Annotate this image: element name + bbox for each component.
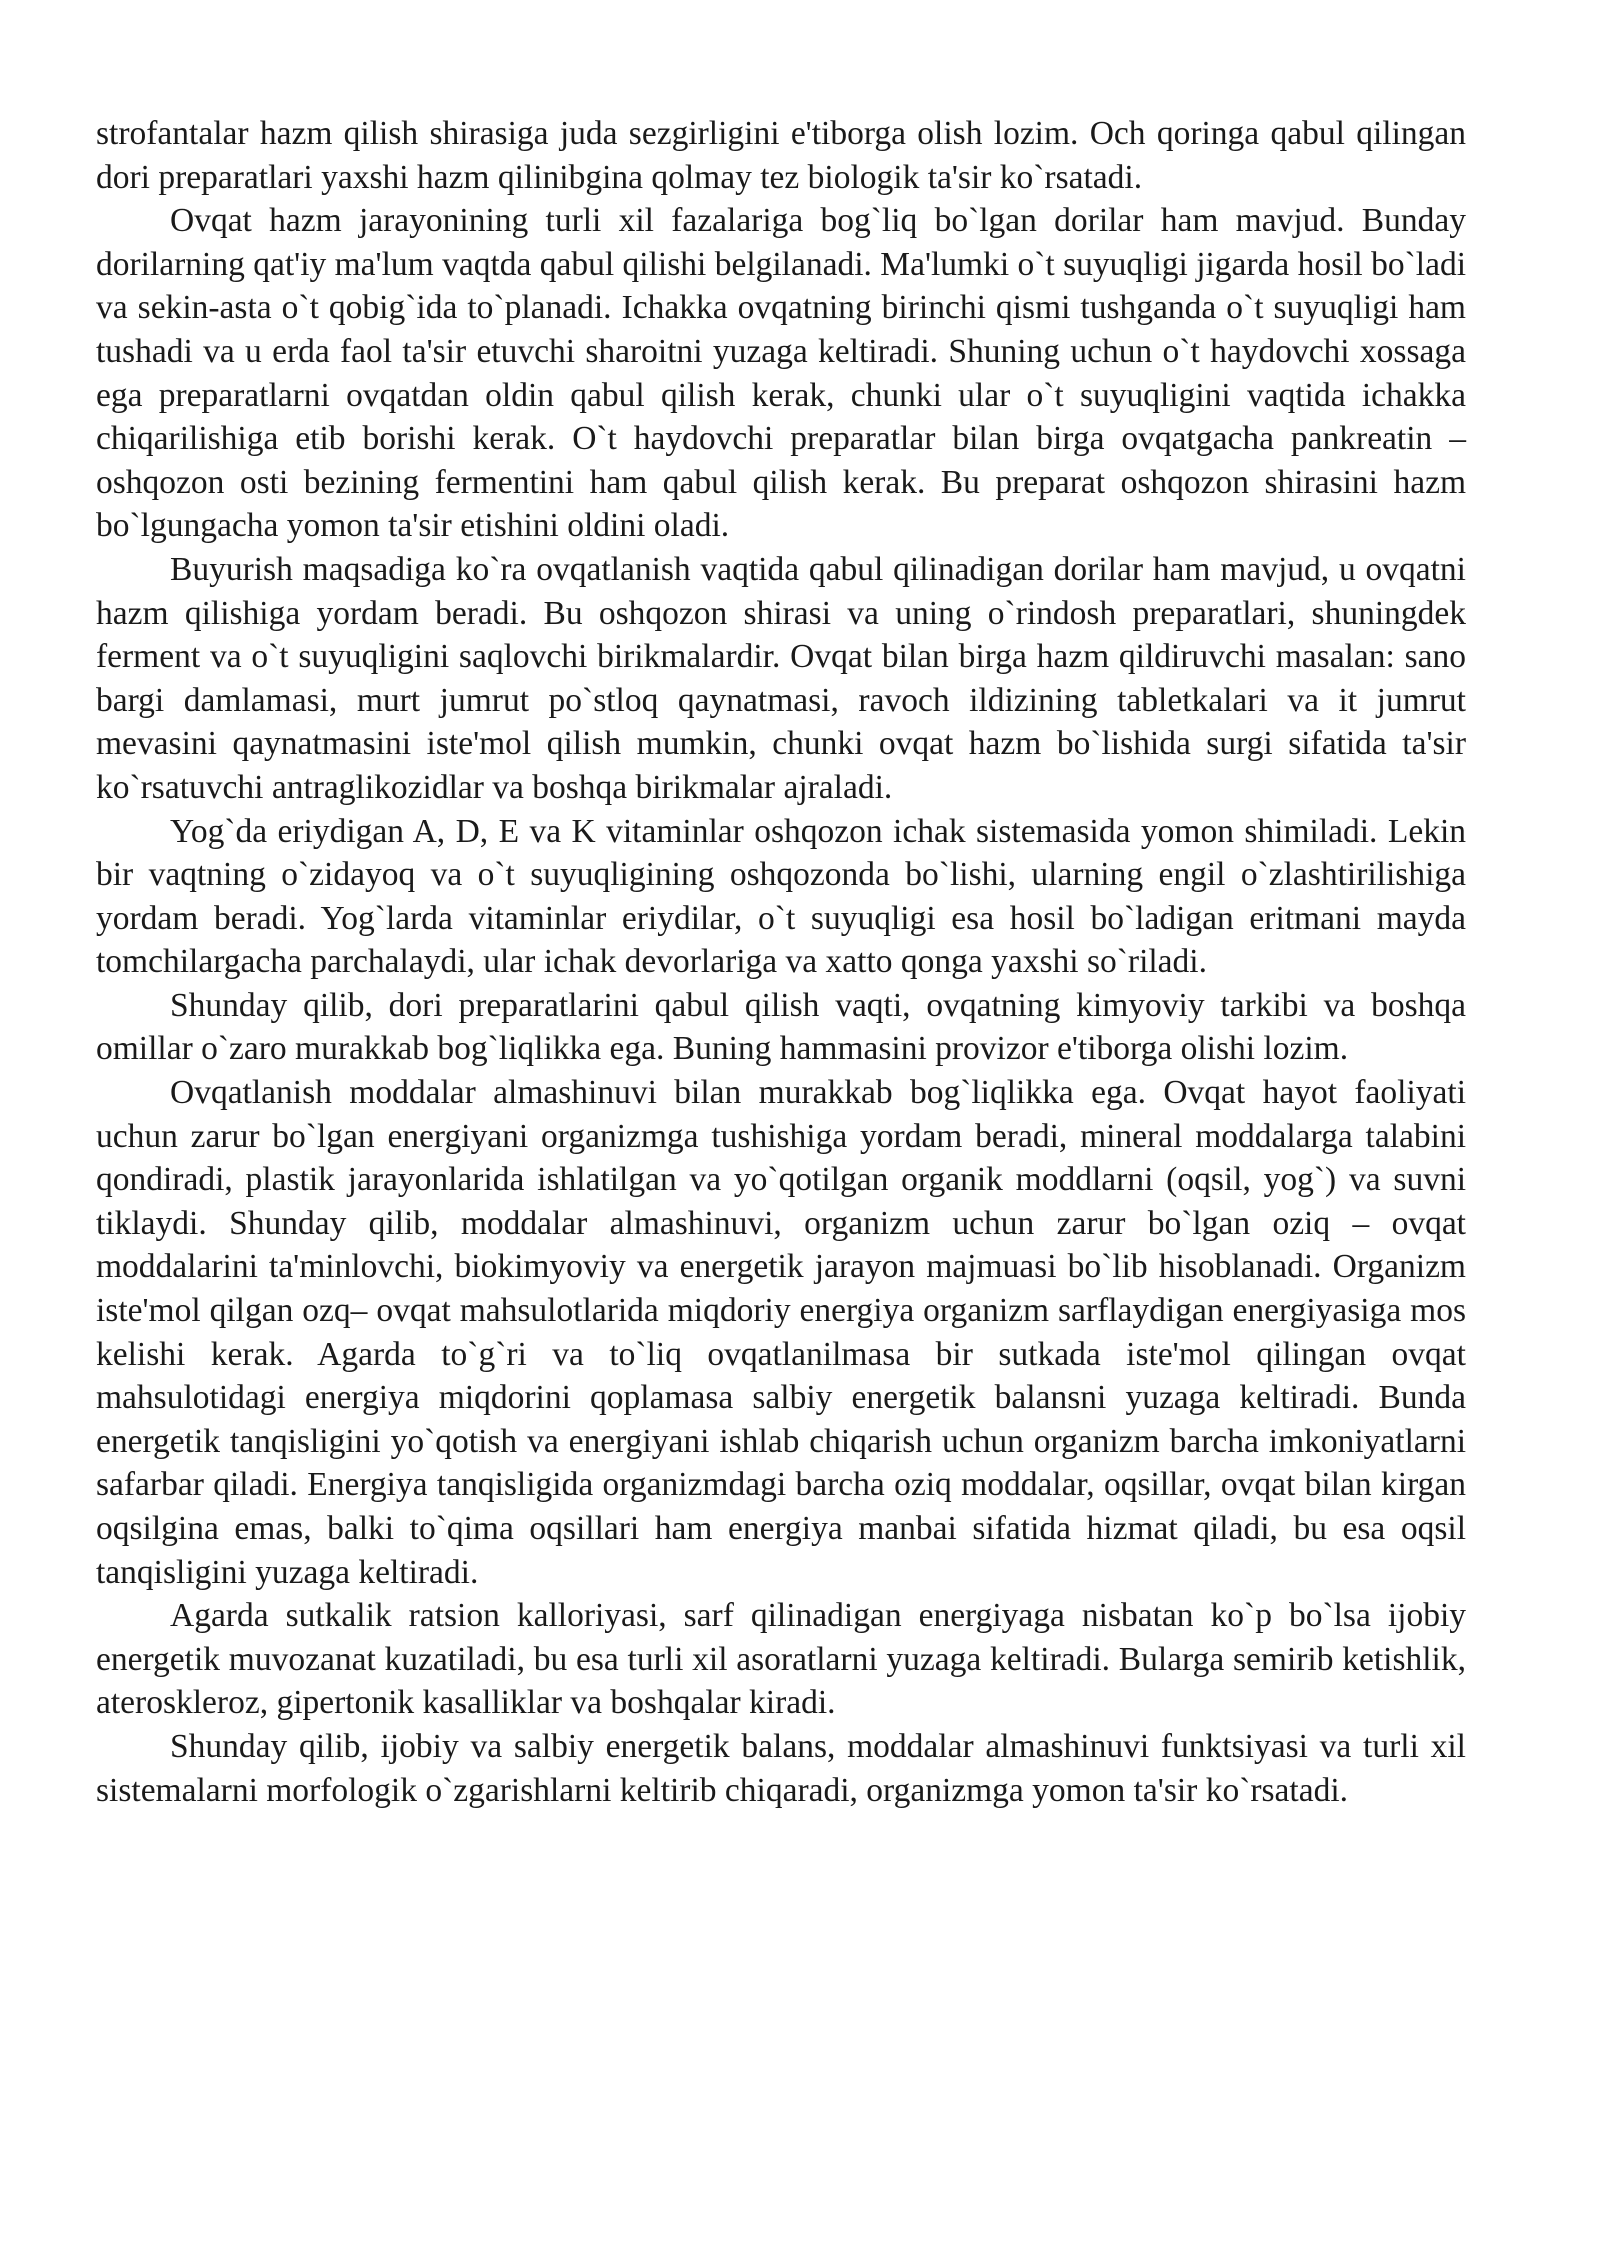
paragraph-1: strofantalar hazm qilish shirasiga juda sezgirligini e'tiborga olish lozim. Och qoringa qabul qilingan dori preparatlari yaxshi hazm qilinibgina qolmay tez biologik ta'sir ko`rsatadi. xyxy=(96,115,1466,196)
paragraph-3: Buyurish maqsadiga ko`ra ovqatlanish vaqtida qabul qilinadigan dorilar ham mavjud, u ovqatni hazm qilishiga yordam beradi. Bu oshqozon shirasi va uning o`rindosh preparatlari, shuningdek ferment va o`t suyuqligini saqlovchi birikmalardir. Ovqat bilan birga hazm qildiruvchi masalan: sano bargi damlamasi, murt jumrut po`stloq qaynatmasi, ravoch ildizining tabletkalari va it jumrut mevasini qaynatmasini iste'mol qilish mumkin, chunki ovqat hazm bo`lishida surgi sifatida ta'sir ko`rsatuvchi antraglikozidlar va boshqa birikmalar ajraladi. xyxy=(96,550,1466,806)
paragraph-4: Yog`da eriydigan A, D, E va K vitaminlar oshqozon ichak sistemasida yomon shimiladi. Lekin bir vaqtning o`zidayoq va o`t suyuqligining oshqozonda bo`lishi, ularning engil o`zlashtirilishiga yordam beradi. Yog`larda vitaminlar eriydilar, o`t suyuqligi esa hosil bo`ladigan eritmani mayda tomchilargacha parchalaydi, ular ichak devorlariga va xatto qonga yaxshi so`riladi. xyxy=(96,812,1466,981)
paragraph-7: Agarda sutkalik ratsion kalloriyasi, sarf qilinadigan energiyaga nisbatan ko`p bo`lsa ijobiy energetik muvozanat kuzatiladi, bu esa turli xil asoratlarni yuzaga keltiradi. Bularga semirib ketishlik, ateroskleroz, gipertonik kasalliklar va boshqalar kiradi. xyxy=(96,1597,1466,1722)
paragraph-2: Ovqat hazm jarayonining turli xil fazalariga bog`liq bo`lgan dorilar ham mavjud. Bunday dorilarning qat'iy ma'lum vaqtda qabul qilishi belgilanadi. Ma'lumki o`t suyuqligi jigarda hosil bo`ladi va sekin-asta o`t qobig`ida to`planadi. Ichakka ovqatning birinchi qismi tushganda o`t suyuqligi ham tushadi va u erda faol ta'sir etuvchi sharoitni yuzaga keltiradi. Shuning uchun o`t haydovchi xossaga ega preparatlarni ovqatdan oldin qabul qilish kerak, chunki ular o`t suyuqligini vaqtida ichakka chiqarilishiga etib borishi kerak. O`t haydovchi preparatlar bilan birga ovqatgacha pankreatin – oshqozon osti bezining fermentini ham qabul qilish kerak. Bu preparat oshqozon shirasini hazm bo`lgungacha yomon ta'sir etishini oldini oladi. xyxy=(96,202,1466,545)
paragraph-5: Shunday qilib, dori preparatlarini qabul qilish vaqti, ovqatning kimyoviy tarkibi va boshqa omillar o`zaro murakkab bog`liqlikka ega. Buning hammasini provizor e'tiborga olishi lozim. xyxy=(96,986,1466,1068)
paragraph-8: Shunday qilib, ijobiy va salbiy energetik balans, moddalar almashinuvi funktsiyasi va turli xil sistemalarni morfologik o`zgarishlarni keltirib chiqaradi, organizmga yomon ta'sir ko`rsatadi. xyxy=(96,1727,1466,1809)
paragraph-6: Ovqatlanish moddalar almashinuvi bilan murakkab bog`liqlikka ega. Ovqat hayot faoliyati uchun zarur bo`lgan energiyani organizmga tushishiga yordam beradi, mineral moddalarga talabini qondiradi, plastik jarayonlarida ishlatilgan va yo`qotilgan organik moddlarni (oqsil, yog`) va suvni tiklaydi. Shunday qilib, moddalar almashinuvi, organizm uchun zarur bo`lgan oziq – ovqat moddalarini ta'minlovchi, biokimyoviy va energetik jarayon majmuasi bo`lib hisoblanadi. Organizm iste'mol qilgan ozq– ovqat mahsulotlarida miqdoriy energiya organizm sarflaydigan energiyasiga mos kelishi kerak. Agarda to`g`ri va to`liq ovqatlanilmasa bir sutkada iste'mol qilingan ovqat mahsulotidagi energiya miqdorini qoplamasa salbiy energetik balansni yuzaga keltiradi. Bunda energetik tanqisligini yo`qotish va energiyani ishlab chiqarish uchun organizm barcha imkoniyatlarni safarbar qiladi. Energiya tanqisligida organizmdagi barcha oziq moddalar, oqsillar, ovqat bilan kirgan oqsilgina emas, balki to`qima oqsillari ham energiya manbai sifatida hizmat qiladi, bu esa oqsil tanqisligini yuzaga keltiradi. xyxy=(96,1074,1466,1591)
document-page xyxy=(96,112,1466,1812)
